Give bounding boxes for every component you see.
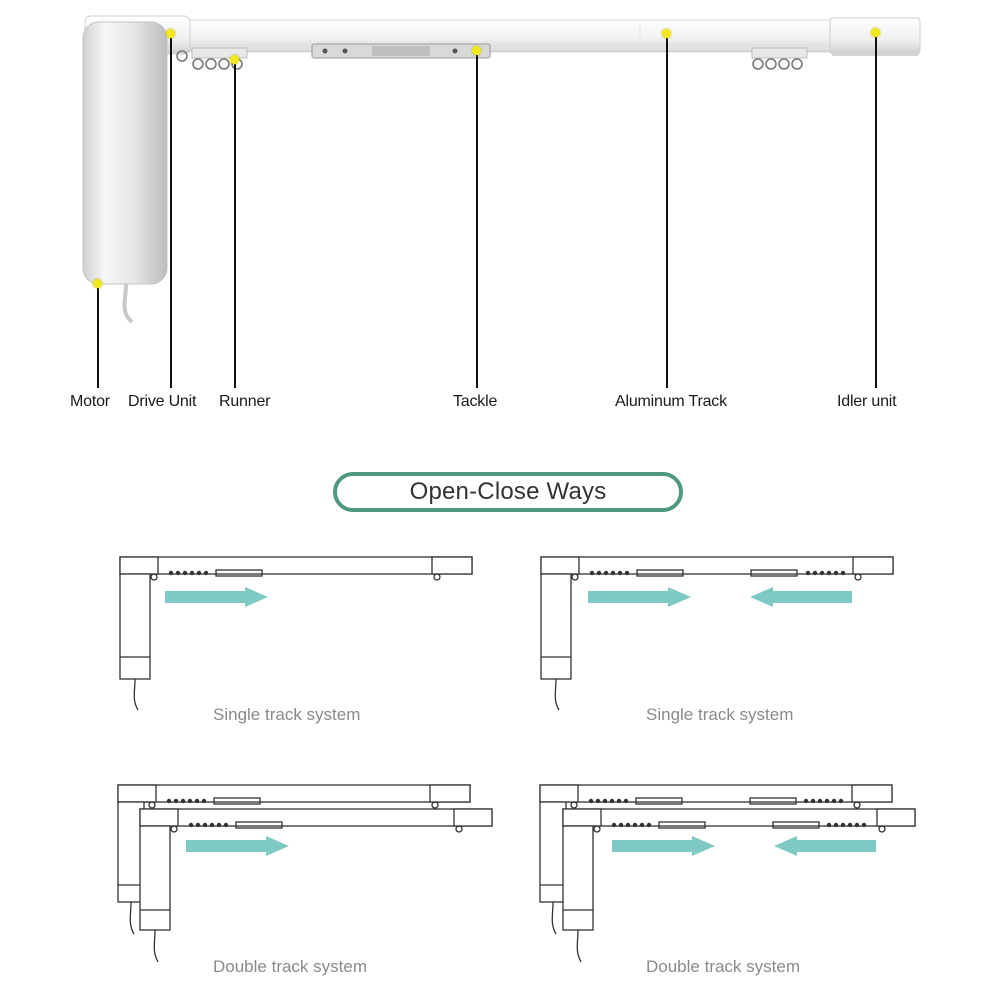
diagram-single-track-one-way bbox=[120, 557, 472, 710]
arrow-left-bottom-right bbox=[774, 836, 876, 856]
label-runner: Runner bbox=[219, 393, 271, 410]
caption-double-track-right: Double track system bbox=[646, 957, 800, 976]
label-aluminum-track: Aluminum Track bbox=[615, 393, 727, 410]
label-drive-unit: Drive Unit bbox=[128, 393, 197, 410]
caption-double-track-left: Double track system bbox=[213, 957, 367, 976]
arrow-right-top-left bbox=[165, 587, 268, 607]
caption-single-track-right: Single track system bbox=[646, 705, 794, 724]
section-title: Open-Close Ways bbox=[409, 478, 607, 505]
diagram-double-track-two-way bbox=[540, 785, 915, 962]
label-idler-unit: Idler unit bbox=[837, 393, 897, 410]
arrow-right-bottom-left bbox=[186, 836, 289, 856]
label-motor: Motor bbox=[70, 393, 110, 410]
caption-single-track-left: Single track system bbox=[213, 705, 361, 724]
label-tackle: Tackle bbox=[453, 393, 498, 410]
diagram-single-track-two-way bbox=[541, 557, 893, 710]
arrow-right-top-right bbox=[588, 587, 691, 607]
arrow-left-top-right bbox=[750, 587, 852, 607]
arrow-right-bottom-right bbox=[612, 836, 715, 856]
diagram-double-track-one-way bbox=[118, 785, 492, 962]
